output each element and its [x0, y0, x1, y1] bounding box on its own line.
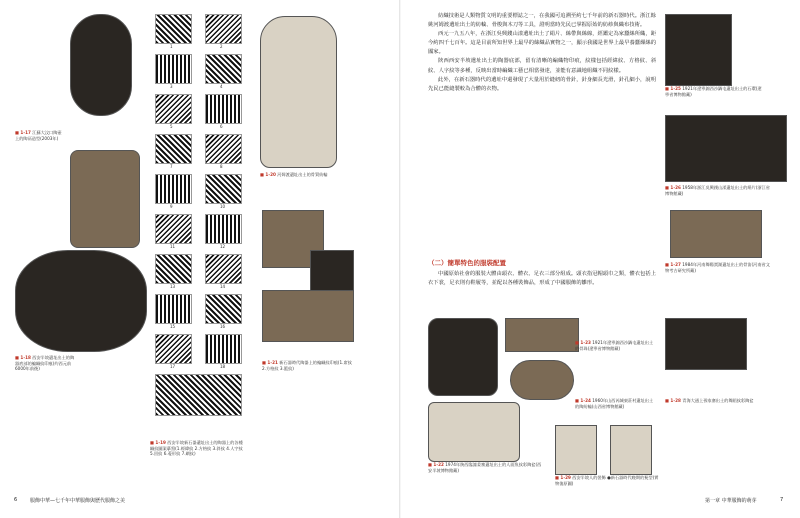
caption-1-18: ■ 1-18 西安半坡遺址出土的陶器底部的編織紋印痕(約西元前6000年前後)	[15, 355, 75, 372]
caption-1-21: ■ 1-21 新石器時代陶器上的編織紋印痕(1.席紋 2.方格紋 3.籃紋)	[262, 360, 352, 371]
weave-fragment-photo-3	[262, 290, 354, 342]
weave-pattern-1	[155, 14, 192, 44]
pattern-number: 13	[170, 284, 176, 289]
body-paragraph: 紡織技術是人類物質文明的重要標誌之一，在我國可追溯至約七千年前的新石器時代。浙江餘姚河姆渡遺址出土的紡輪、骨梭與木刀等工具，證明當時先民已掌握原始的紡紗與織布技術。	[428, 13, 656, 29]
caption-1-24: ■ 1-24 1960年山西芮城東莊村遺址出土的陶紡輪(山西省博物館藏)	[575, 398, 654, 409]
caption-1-22: ■ 1-22 1974年陝西臨潼姜寨遺址出土的人面魚紋彩陶盆(西安半坡博物館藏)	[428, 462, 542, 473]
bone-flute-photo	[670, 210, 762, 258]
weave-pattern-13	[155, 254, 192, 284]
hairstyle-figure-1	[555, 425, 597, 475]
bone-beads-photo-2	[505, 318, 579, 352]
silk-fragment-photo	[665, 115, 787, 182]
section-paragraph: 中國原始社會的服裝大體由頭衣、體衣、足衣三部分組成。頭衣指冠帽頭巾之類，體衣包括上衣下裳，足衣則有鞋履等，並配以各種裝飾品，形成了中國服飾的雛形。	[428, 271, 656, 287]
weave-pattern-10	[205, 174, 242, 204]
dance-basin-photo	[428, 402, 520, 462]
spindle-whorl-photo	[510, 360, 574, 400]
pattern-number: 11	[170, 244, 176, 249]
weave-pattern-7	[155, 134, 192, 164]
caption-1-27: ■ 1-27 1984年河南舞陽賈湖遺址出土的骨笛(河南省文物考古研究所藏)	[665, 262, 770, 273]
weave-pattern-4	[205, 54, 242, 84]
weave-pattern-11	[155, 214, 192, 244]
hairstyle-figure-2	[610, 425, 652, 475]
weave-pattern-6	[205, 94, 242, 124]
left-running-footer: 服飾中華—七千年中華服飾與歷代服飾之美	[30, 498, 126, 504]
weave-pattern-16	[205, 294, 242, 324]
caption-1-29: ■ 1-29 西安半坡人的裝飾 ●新石器時代晚期的髮型(實物復原圖)	[555, 475, 659, 486]
weave-pattern-8	[205, 134, 242, 164]
pottery-photo-1-17	[70, 14, 132, 116]
weave-pattern-14	[205, 254, 242, 284]
caption-1-17: ■ 1-17 江蘇大汶口陶壺上的陶鬲造型(2003年)	[15, 130, 62, 141]
painted-pottery-basin-photo	[428, 318, 498, 396]
left-page-number: 6	[14, 497, 18, 503]
pattern-number: 16	[220, 324, 226, 329]
weave-pattern-17	[155, 334, 192, 364]
weave-pattern-18	[205, 334, 242, 364]
caption-1-23: ■ 1-23 1921年遼寧錦西沙鍋屯遺址出土的骨珠(遼寧省博物館藏)	[575, 340, 654, 351]
weave-pattern-wide	[155, 374, 242, 416]
caption-1-26: ■ 1-26 1958年浙江吳興錢山漾遺址出土的絹片(浙江省博物館藏)	[665, 185, 770, 196]
bone-beads-photo	[665, 14, 732, 86]
right-page-number: 7	[780, 497, 784, 503]
pattern-number: 4	[220, 84, 223, 89]
weave-pattern-12	[205, 214, 242, 244]
pattern-number: 12	[220, 244, 226, 249]
pottery-base-photo-1-18	[70, 150, 140, 248]
body-paragraph: 陝西西安半坡遺址出土的陶器底部，留有清晰的編織物印痕，紋樣包括經緯紋、方格紋、斜紋、人字紋等多種，反映出當時編織工藝已相當發達，並能有意識地組織不同紋樣。	[428, 58, 656, 74]
body-text-column	[428, 12, 656, 94]
pattern-number: 1	[170, 44, 173, 49]
pattern-number: 18	[220, 364, 226, 369]
right-running-footer: 第一章 中華服飾的萌芽	[705, 498, 757, 504]
pattern-number: 14	[220, 284, 226, 289]
caption-1-19: ■ 1-19 西安半坡新石器遺址出土的陶器上的各種織紋圖案摹寫(1.經緯紋 2.方格紋 3.斜紋 4.人字紋 5.回紋 6.菱形紋 7.網紋)	[150, 440, 243, 457]
pattern-number: 10	[220, 204, 226, 209]
book-spine	[399, 0, 401, 518]
caption-1-28: ■ 1-28 青海大通上孫家寨出土的舞蹈紋彩陶盆	[665, 398, 754, 403]
weave-pattern-15	[155, 294, 192, 324]
weave-pattern-3	[155, 54, 192, 84]
caption-1-25: ■ 1-25 1921年遼寧錦西沙鍋屯遺址出土的石環(遼寧省博物館藏)	[665, 86, 762, 97]
pattern-number: 15	[170, 324, 176, 329]
weave-imprint-photo	[15, 250, 147, 352]
section-text	[428, 270, 656, 288]
section-heading: （二）簡單特色的服裝配置	[428, 259, 506, 267]
pattern-number: 5	[170, 124, 173, 129]
pattern-number: 7	[170, 164, 173, 169]
pattern-number: 6	[220, 124, 223, 129]
pattern-number: 2	[220, 44, 223, 49]
caption-1-20: ■ 1-20 河姆渡遺址出土的骨質紡輪	[260, 172, 328, 177]
weave-pattern-9	[155, 174, 192, 204]
body-paragraph: 此外，在新石器時代的遺址中還發現了大量用於縫紉的骨針，針身細長光滑，針孔細小，說明先民已能縫製較為合體的衣物。	[428, 76, 656, 92]
body-paragraph: 西元一九五八年，在浙江吳興錢山漾遺址出土了絹片、絲帶與絲線，經鑑定為家蠶絲所織，距今約四千七百年。這是目前所知世界上最早的絲織品實物之一，顯示我國是世界上最早養蠶繅絲的國家。	[428, 31, 656, 56]
weave-pattern-5	[155, 94, 192, 124]
spindle-photo-1-20	[260, 16, 337, 168]
pattern-number: 9	[170, 204, 173, 209]
dance-basin-photo-2	[665, 318, 747, 370]
pattern-number: 17	[170, 364, 176, 369]
weave-pattern-2	[205, 14, 242, 44]
pattern-number: 8	[220, 164, 223, 169]
pattern-number: 3	[170, 84, 173, 89]
